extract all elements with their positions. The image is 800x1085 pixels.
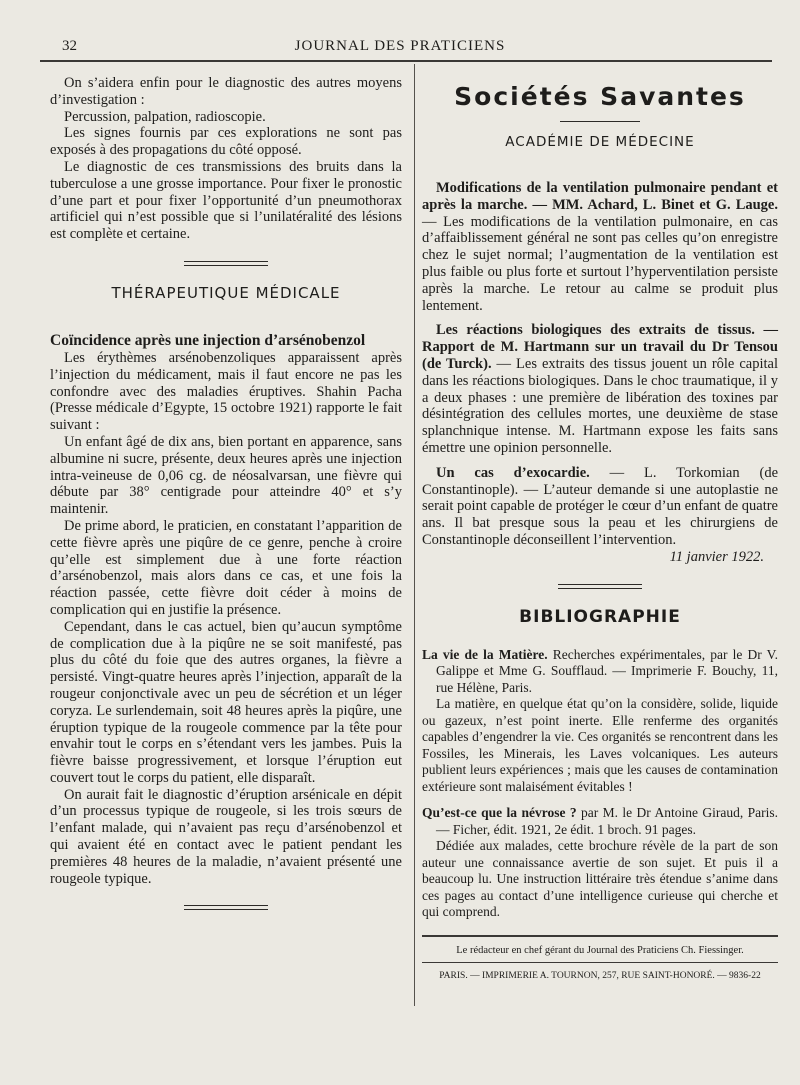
- bibliography-list: [422, 647, 778, 921]
- page-number: 32: [62, 38, 77, 54]
- report-entry: [422, 465, 778, 549]
- bib-entry-title: [422, 647, 778, 697]
- bib-summary: Dédiée aux malades, cette brochure révèle de la part de son auteur une connaissance avertie de son sujet. Et puis il a beaucoup lu. Une instruction littéraire très étendue s’anime dans ces pages au contact d’une intelligence curieuse qui cherche et qui comprend.: [422, 838, 778, 920]
- bib-summary: La matière, en quelque état qu’on la considère, solide, liquide ou gazeux, n’est point inerte. Elle renferme des organités capables d’engendrer la vie. Ces organités se rencontrent dans les Fossiles, les Minerais, les Laves volcaniques. Les auteurs publient leurs expériences ; mais que les causes de contamination extérieure sont malaisément évitables !: [422, 696, 778, 794]
- paragraph: On s’aidera enfin pour le diagnostic des autres moyens d’investigation :: [50, 75, 402, 108]
- academy-heading: ACADÉMIE DE MÉDECINE: [505, 134, 695, 150]
- page-header: [0, 38, 800, 62]
- header-rule: [40, 60, 772, 62]
- paragraph: De prime abord, le praticien, en constatant l’apparition de cette fièvre après une piqûre de ce genre, penche à croire qu’elle est simplement due à une forte réaction d’arsénobenzol, mais alors dans ce cas, et une fois la réaction passée, cette fièvre doit céder à moins de complication qui en justifie la présence.: [50, 517, 402, 618]
- column-divider: [414, 64, 415, 1006]
- paragraph: Les érythèmes arsénobenzoliques apparaissent après l’injection du médicament, mais il faut encore ne pas les confondre avec des maladies éruptives. Shahin Pacha (Presse médicale d’Egypte, 15 octobre 1921) rapporte le fait suivant :: [50, 349, 402, 434]
- right-column: [422, 82, 778, 981]
- double-rule: [558, 584, 642, 589]
- report-body: — L. Torkomian (de Constantinople). — L’auteur demande si une autoplastie ne serait point capable de protéger le cœur d’un enfant de quatre ans. Il bat presque sous la peau et les chirurgiens de Constantinople déconseillent l’intervention.: [422, 464, 778, 548]
- report-entry: [422, 180, 778, 314]
- report-date: 11 janvier 1922.: [669, 548, 764, 565]
- paragraph: Les signes fournis par ces explorations ne sont pas exposés à des propagations du côté opposé.: [50, 125, 402, 159]
- bib-entry-title: [422, 805, 778, 838]
- left-column: [50, 75, 402, 928]
- short-rule: [560, 121, 640, 122]
- paragraph: Cependant, dans le cas actuel, bien qu’aucun symptôme de complication due à la piqûre ne se soit manifesté, pas plus du côté du foie que des autres organes, la fièvre a persisté. Vingt-quatre heures après l’injection, apparaît de la rougeur conjonctivale avec un peu de sécrétion et un léger coryza. Le surlendemain, soit 48 heures après la piqûre, une éruption typique de la rougeole commence par la tête pour envahir tout le corps en s’étendant vers les jambes. Puis la fièvre baisse progressivement, et lorsque l’éruption eut couvert tout le corps du patient, elle disparaît.: [50, 618, 402, 786]
- section-title: THÉRAPEUTIQUE MÉDICALE: [111, 283, 341, 302]
- report-body: — Les extraits des tissus jouent un rôle capital dans les réactions biologiques. Dans le choc traumatique, il y a deux phases : une première de libération des toxines par désintégration des cellules mortes, une deuxième de stase splanchnique intense. M. Hartmann expose les faits sans émettre une opinion personnelle.: [422, 355, 778, 456]
- bib-reference: Recherches expérimentales, par le Dr V. Galippe et Mme G. Soufflaud. — Imprimerie F. Bouchy, 11, rue Hélène, Paris.: [436, 646, 778, 695]
- bib-reference: par M. le Dr Antoine Giraud, Paris. — Ficher, édit. 1921, 2e édit. 1 broch. 91 pages.: [436, 805, 778, 837]
- article-title: Coïncidence après une injection d’arsénobenzol: [50, 331, 366, 349]
- paragraph: On aurait fait le diagnostic d’éruption arsénicale en dépit d’un processus typique de rougeole, si les trois sœurs de l’enfant malade, qui n’avaient pas reçu d’arsénobenzol et qui avaient été en contact avec le patient pendant les premières 48 heures de la maladie, n’avaient présenté une rougeole typique.: [50, 786, 402, 887]
- masthead: Sociétés Savantes: [454, 82, 746, 111]
- report-body: — Les modifications de la ventilation pulmonaire, en cas d’affaiblissement général ne sont pas celles qu’on enregistre chez le sujet normal; l’augmentation de la ventilation est plus faible ou plus forte et surtout l’hyperventilation persiste après la marche. Le retour au calme se produit plus lentement.: [422, 213, 778, 314]
- journal-title: JOURNAL DES PRATICIENS: [294, 38, 506, 54]
- report-entry: [422, 322, 778, 456]
- report-title: Modifications de la ventilation pulmonaire pendant et après la marche. — MM. Achard, L. Binet et G. Lauge.: [422, 180, 778, 213]
- report-title: Les réactions biologiques des extraits de tissus. — Rapport de M. Hartmann sur un travail du Dr Tensou (de Turck).: [422, 322, 778, 372]
- editor-line: Le rédacteur en chef gérant du Journal des Praticiens Ch. Fiessinger.: [422, 935, 778, 956]
- bib-title: La vie de la Matière.: [422, 646, 548, 662]
- double-rule: [184, 261, 268, 266]
- double-rule: [184, 905, 268, 910]
- paragraph: Le diagnostic de ces transmissions des bruits dans la tuberculose a une grosse importance. Pour fixer le pronostic d’une part et pour fixer l’opportunité d’un pneumothorax artificiel qui n’est possible que si l’unilatéralité des lésions est complète et certaine.: [50, 158, 402, 243]
- bib-title: Qu’est-ce que la névrose ?: [422, 805, 577, 821]
- printer-line: PARIS. — IMPRIMERIE A. TOURNON, 257, RUE SAINT-HONORÉ. — 9836-22: [422, 962, 778, 981]
- paragraph: Percussion, palpation, radioscopie.: [64, 108, 266, 125]
- paragraph: Un enfant âgé de dix ans, bien portant en apparence, sans albumine ni sucre, présente, deux heures après une injection intra-veineuse de 0,06 cg. de néosalvarsan, une fièvre qui débute par 38° centigrade pour atteindre 40° et s’y maintenir.: [50, 433, 402, 518]
- report-title: Un cas d’exocardie.: [436, 464, 590, 481]
- bibliography-heading: BIBLIOGRAPHIE: [519, 606, 681, 627]
